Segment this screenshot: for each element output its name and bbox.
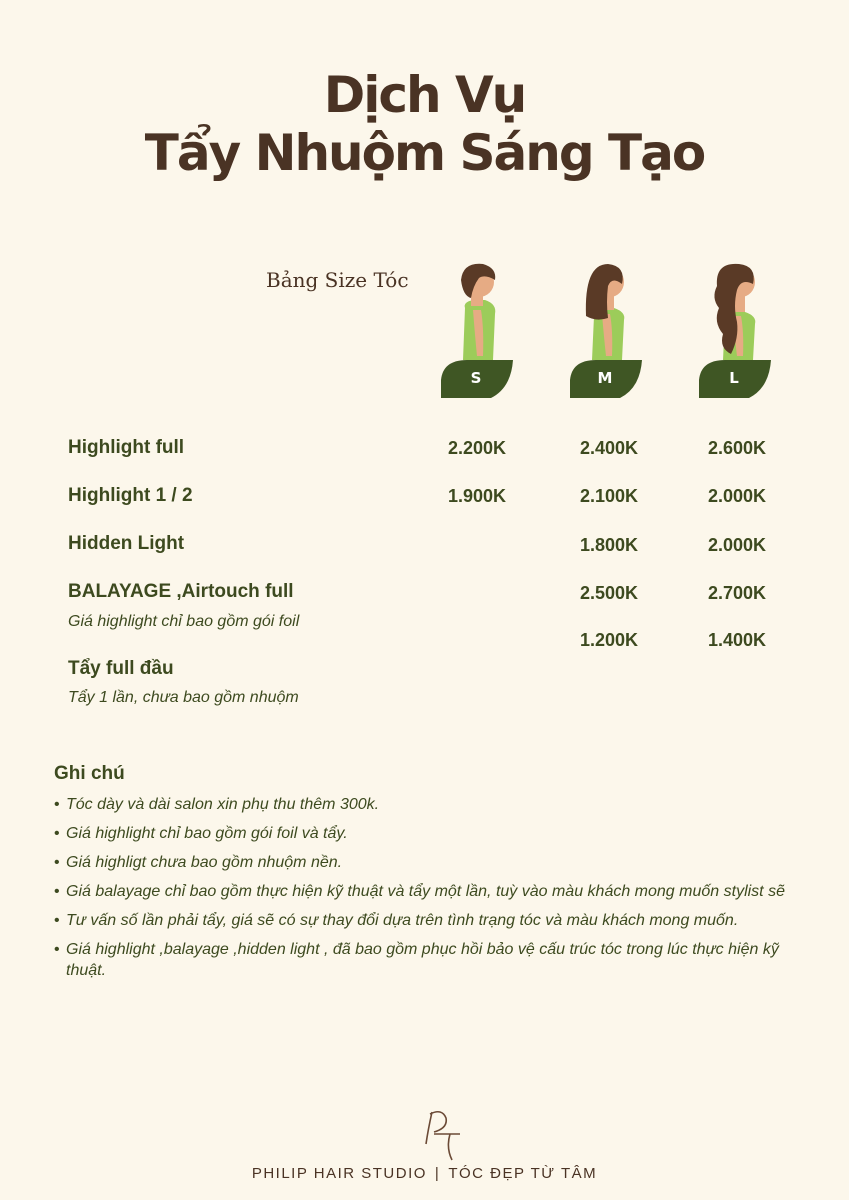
footer-slogan: TÓC ĐẸP TỪ TÂM <box>448 1165 598 1182</box>
price-size-l: 1.400K <box>707 630 766 650</box>
note-item: • Tóc dày và dài salon xin phụ thu thêm 300k. <box>54 794 794 815</box>
price-size-s: 1.900K <box>447 486 506 506</box>
note-item: • Giá highlight chỉ bao gồm gói foil và tẩy. <box>54 823 794 844</box>
size-l-figure <box>679 256 789 398</box>
price-size-m: 2.400K <box>579 438 638 458</box>
note-item: • Giá balayage chỉ bao gồm thực hiện kỹ thuật và tẩy một lần, tuỳ vào màu khách mong muốn stylist sẽ <box>54 881 794 902</box>
note-item: • Tư vấn số lần phải tẩy, giá sẽ có sự thay đổi dựa trên tình trạng tóc và màu khách mong muốn. <box>54 910 794 931</box>
service-name: Hidden Light <box>68 533 185 554</box>
price-size-l: 2.600K <box>707 438 766 458</box>
size-s-figure <box>421 256 531 398</box>
size-l-badge: L <box>729 369 739 387</box>
notes-list <box>54 794 794 989</box>
size-m-badge: M <box>597 369 613 387</box>
price-size-m: 2.100K <box>579 486 638 506</box>
size-s-badge: S <box>470 369 482 387</box>
footer-studio-name: PHILIP HAIR STUDIO <box>251 1165 427 1182</box>
price-size-m: 1.800K <box>579 535 638 555</box>
price-size-l: 2.000K <box>707 535 766 555</box>
service-note: Giá highlight chỉ bao gồm gói foil <box>68 613 300 630</box>
price-size-m: 2.500K <box>579 583 638 603</box>
size-m-figure <box>550 256 660 398</box>
size-table-label: Bảng Size Tóc <box>266 268 409 292</box>
price-size-l: 2.700K <box>707 583 766 603</box>
note-item: • Giá highligt chưa bao gồm nhuộm nền. <box>54 852 794 873</box>
service-note: Tẩy 1 lần, chưa bao gồm nhuộm <box>68 689 299 706</box>
footer-separator: | <box>434 1165 441 1182</box>
service-name: BALAYAGE ,Airtouch full <box>68 581 294 602</box>
footer <box>0 1165 849 1182</box>
note-item: • Giá highlight ,balayage ,hidden light , đã bao gồm phục hồi bảo vệ cấu trúc tóc trong lúc thực hiện kỹ thuật. <box>54 939 794 981</box>
price-size-l: 2.000K <box>707 486 766 506</box>
service-name: Highlight full <box>68 437 185 458</box>
service-name: Highlight 1 / 2 <box>68 485 193 506</box>
pt-monogram-logo-icon <box>412 1108 472 1164</box>
price-size-s: 2.200K <box>447 438 506 458</box>
price-size-m: 1.200K <box>579 630 638 650</box>
notes-title: Ghi chú <box>54 763 125 784</box>
page-title-line-1: Dịch Vụ <box>323 66 526 124</box>
service-name: Tẩy full đầu <box>68 658 174 679</box>
page-title-line-2: Tẩy Nhuộm Sáng Tạo <box>144 124 705 182</box>
